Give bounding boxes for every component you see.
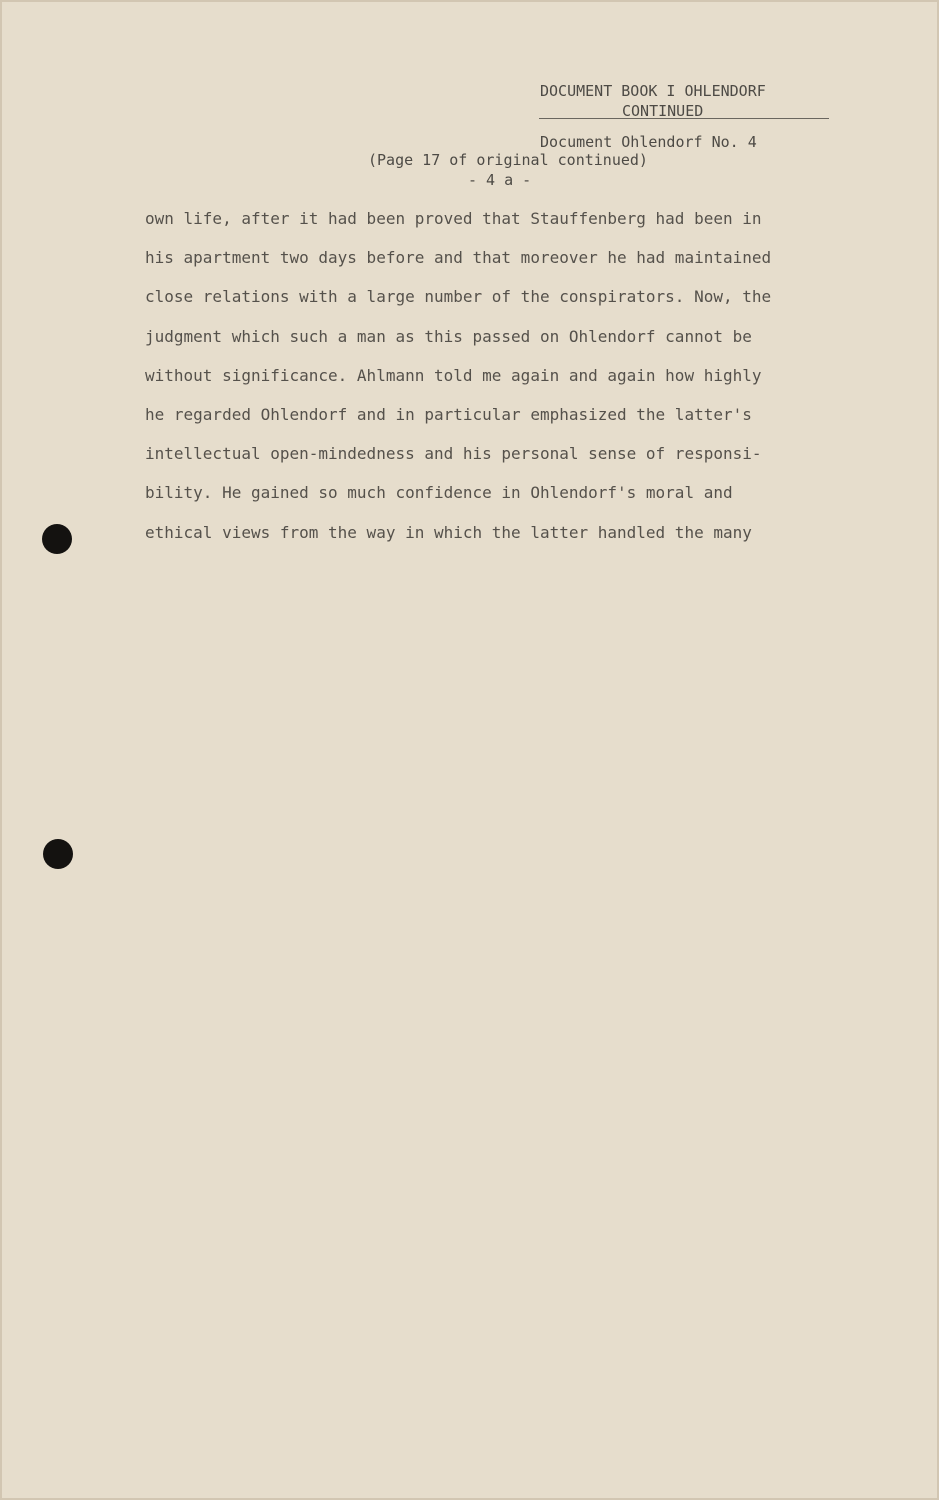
page-reference: (Page 17 of original continued)	[368, 151, 648, 169]
body-line: intellectual open-mindedness and his personal sense of responsi-	[145, 444, 762, 464]
header-underline	[539, 118, 829, 119]
page-marker: - 4 a -	[468, 171, 532, 189]
body-line: without significance. Ahlmann told me again and again how highly	[145, 365, 762, 385]
document-book-title: DOCUMENT BOOK I OHLENDORF	[540, 82, 766, 100]
punch-hole	[43, 839, 73, 869]
body-line: judgment which such a man as this passed on Ohlendorf cannot be	[145, 326, 752, 346]
body-line: ethical views from the way in which the latter handled the many	[145, 522, 752, 542]
punch-hole	[42, 524, 72, 554]
body-line: close relations with a large number of the conspirators. Now, the	[145, 287, 772, 307]
body-text	[145, 208, 890, 561]
body-line: own life, after it had been proved that Stauffenberg had been in	[145, 209, 762, 228]
continued-label: CONTINUED	[622, 102, 704, 120]
body-line: his apartment two days before and that moreover he had maintained	[145, 248, 772, 268]
document-number: Document Ohlendorf No. 4	[540, 133, 757, 151]
body-line: he regarded Ohlendorf and in particular emphasized the latter's	[145, 404, 752, 424]
body-line: bility. He gained so much confidence in Ohlendorf's moral and	[145, 483, 733, 503]
